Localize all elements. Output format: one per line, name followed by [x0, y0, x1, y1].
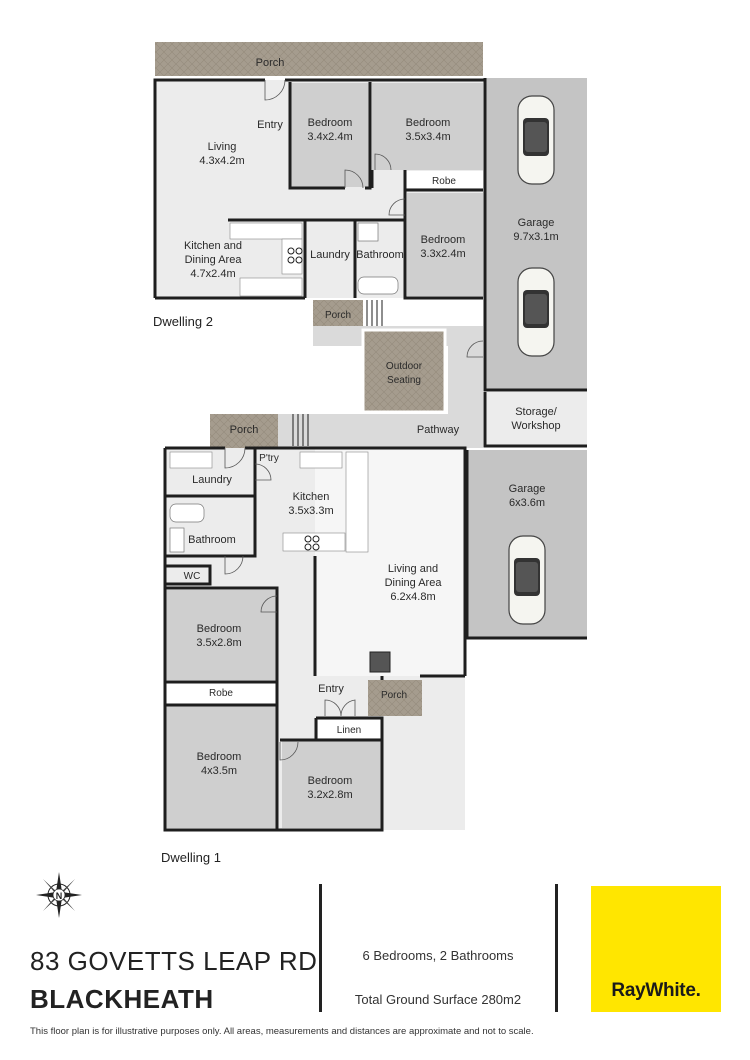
d2-living-size: 4.3x4.2m	[199, 155, 245, 167]
car-icon	[509, 536, 545, 624]
garage-large-name: Garage	[517, 217, 555, 229]
d1-bedroom3-size: 3.2x2.8m	[307, 789, 353, 801]
pathway-label: Pathway	[416, 424, 460, 436]
compass-letter: N	[55, 891, 63, 901]
d2-bedroom3-name: Bedroom	[420, 234, 466, 246]
d1-bedroom1-size: 3.5x2.8m	[196, 637, 242, 649]
d2-kitchen-name2: Dining Area	[184, 254, 242, 266]
d2-bedroom1-size: 3.4x2.4m	[307, 131, 353, 143]
d1-linen-label: Linen	[336, 725, 362, 736]
d1-bedroom1-name: Bedroom	[196, 623, 242, 635]
d1-living-name2: Dining Area	[384, 577, 442, 589]
disclaimer: This floor plan is for illustrative purposes only. All areas, measurements and distances are approximate and not to scale.	[30, 1026, 534, 1037]
d2-kitchen-bench	[240, 278, 302, 296]
d1-bedroom1-floor	[166, 590, 277, 680]
d2-bedroom2-size: 3.5x3.4m	[405, 131, 451, 143]
d2-bedroom3-size: 3.3x2.4m	[420, 248, 466, 260]
d1-entry-label: Entry	[318, 683, 344, 695]
d2-shower-icon	[358, 223, 378, 241]
property-address: 83 GOVETTS LEAP RD	[30, 946, 318, 976]
d2-laundry-label: Laundry	[310, 249, 350, 261]
d2-bedroom1-name: Bedroom	[307, 117, 353, 129]
d1-bathtub-icon	[170, 504, 204, 522]
car-icon	[518, 268, 554, 356]
d1-living-name: Living and	[387, 563, 439, 575]
d2-entry-label: Entry	[257, 119, 283, 131]
d1-laundry-label: Laundry	[192, 474, 232, 486]
bed-bath-summary: 6 Bedrooms, 2 Bathrooms	[362, 948, 514, 963]
d1-robe-label: Robe	[209, 688, 233, 699]
d2-steps	[367, 300, 382, 326]
brand-logo	[591, 886, 721, 1012]
d2-dwelling-label: Dwelling 2	[153, 314, 213, 329]
storage-line1: Storage/	[515, 406, 557, 418]
d2-kitchen-size: 4.7x2.4m	[190, 268, 236, 280]
d1-porch-top-label: Porch	[229, 424, 259, 436]
d2-porch-lower-label: Porch	[324, 310, 352, 321]
d2-bedroom2-name: Bedroom	[405, 117, 451, 129]
compass-icon	[34, 870, 84, 920]
d1-kitchen-name: Kitchen	[292, 491, 330, 503]
car-icon	[518, 96, 554, 184]
d1-living-size: 6.2x4.8m	[390, 591, 436, 603]
d1-wc-label: WC	[183, 571, 201, 582]
d1-bedroom3-name: Bedroom	[307, 775, 353, 787]
d1-kitchen-counter	[300, 452, 342, 468]
d1-fireplace-icon	[370, 652, 390, 672]
total-area: Total Ground Surface 280m2	[354, 992, 522, 1007]
storage-line2: Workshop	[511, 420, 561, 432]
d2-robe-label: Robe	[432, 176, 456, 187]
d1-toilet-icon	[170, 528, 184, 552]
d2-kitchen-name: Kitchen and	[183, 240, 243, 252]
d1-kitchen-bench	[283, 533, 345, 551]
d2-bathroom-label: Bathroom	[356, 249, 404, 261]
d1-porch-entry-label: Porch	[380, 690, 408, 701]
d1-living-floor	[315, 448, 465, 676]
d1-kitchen-island	[346, 452, 368, 552]
d1-kitchen-size: 3.5x3.3m	[288, 505, 334, 517]
garage-small-name: Garage	[508, 483, 546, 495]
d2-porch-top	[155, 42, 483, 76]
d1-bedroom2-name: Bedroom	[196, 751, 242, 763]
d2-bathtub-icon	[358, 277, 398, 294]
d1-dwelling-label: Dwelling 1	[161, 850, 221, 865]
d1-bedroom2-size: 4x3.5m	[200, 765, 238, 777]
outdoor-line2: Seating	[387, 375, 421, 386]
storage-floor	[485, 392, 587, 446]
d2-porch-top-label: Porch	[255, 57, 285, 69]
garage-large-size: 9.7x3.1m	[513, 231, 559, 243]
garage-small-size: 6x3.6m	[508, 497, 546, 509]
d2-living-name: Living	[207, 141, 237, 153]
pathway-side	[448, 326, 483, 414]
d1-pantry-label: P'try	[259, 453, 279, 464]
d1-laundry-bench	[170, 452, 212, 468]
d2-kitchen-counter	[230, 223, 302, 239]
outdoor-line1: Outdoor	[385, 361, 423, 372]
property-suburb: BLACKHEATH	[30, 984, 214, 1014]
brand-name: RayWhite.	[611, 980, 701, 1001]
d1-bathroom-label: Bathroom	[188, 534, 236, 546]
